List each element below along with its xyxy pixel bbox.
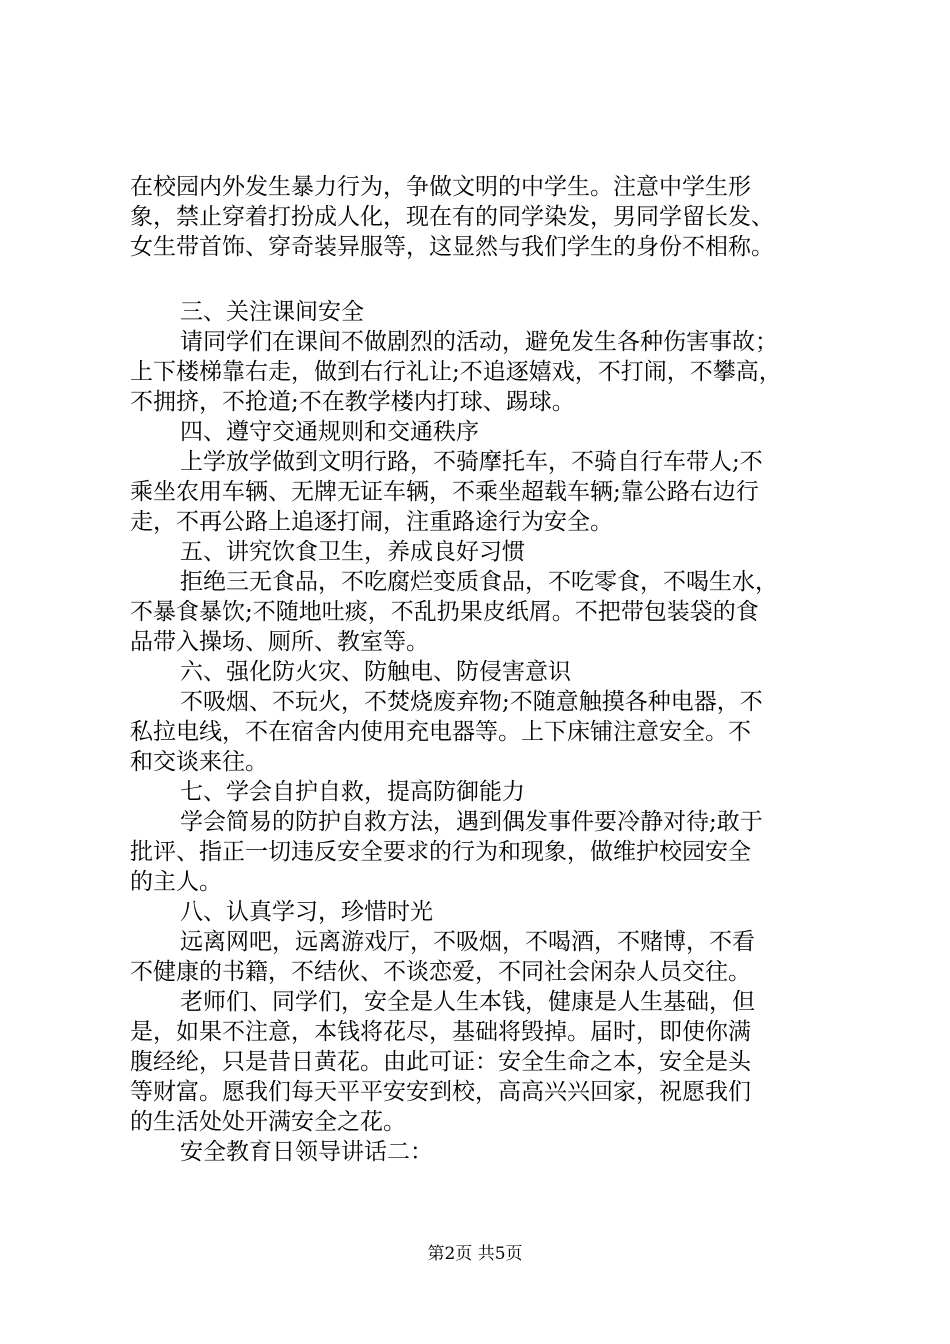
paragraph-line: 批评、指正一切违反安全要求的行为和现象，做维护校园安全	[130, 839, 751, 865]
paragraph-line: 上学放学做到文明行路，不骑摩托车，不骑自行车带人;不	[180, 449, 763, 475]
paragraph-line: 腹经纶，只是昔日黄花。由此可证：安全生命之本，安全是头	[130, 1049, 751, 1075]
paragraph-line: 私拉电线，不在宿舍内使用充电器等。上下床铺注意安全。不	[130, 719, 751, 745]
paragraph-line: 上下楼梯靠右走，做到右行礼让;不追逐嬉戏，不打闹，不攀高，	[130, 359, 782, 385]
paragraph-line: 等财富。愿我们每天平平安安到校，高高兴兴回家，祝愿我们	[130, 1079, 751, 1105]
paragraph-line: 拒绝三无食品，不吃腐烂变质食品，不吃零食，不喝生水，	[180, 569, 778, 595]
paragraph-line: 乘坐农用车辆、无牌无证车辆，不乘坐超载车辆;靠公路右边行	[130, 479, 759, 505]
paragraph-line: 老师们、同学们，安全是人生本钱，健康是人生基础，但	[180, 989, 755, 1015]
section-heading: 五、讲究饮食卫生，养成良好习惯	[180, 539, 525, 565]
paragraph-line: 的主人。	[130, 869, 222, 895]
document-body	[130, 172, 840, 1167]
section-heading: 六、强化防火灾、防触电、防侵害意识	[180, 659, 571, 685]
paragraph-line: 不健康的书籍，不结伙、不谈恋爱，不同社会闲杂人员交往。	[130, 959, 751, 985]
paragraph-line: 在校园内外发生暴力行为，争做文明的中学生。注意中学生形	[130, 174, 751, 200]
paragraph-line: 不暴食暴饮;不随地吐痰，不乱扔果皮纸屑。不把带包装袋的食	[130, 599, 759, 625]
paragraph-line: 象，禁止穿着打扮成人化，现在有的同学染发，男同学留长发、	[130, 204, 774, 230]
paragraph-line: 女生带首饰、穿奇装异服等，这显然与我们学生的身份不相称。	[130, 234, 774, 260]
section-heading: 三、关注课间安全	[180, 299, 364, 325]
paragraph-line: 走，不再公路上追逐打闹，注重路途行为安全。	[130, 509, 613, 535]
paragraph-line: 的生活处处开满安全之花。	[130, 1109, 406, 1135]
paragraph-line: 品带入操场、厕所、教室等。	[130, 629, 429, 655]
paragraph-gap	[130, 262, 840, 297]
section-heading: 安全教育日领导讲话二：	[180, 1139, 433, 1165]
paragraph-line: 远离网吧，远离游戏厅，不吸烟，不喝酒，不赌博，不看	[180, 929, 755, 955]
section-heading: 八、认真学习，珍惜时光	[180, 899, 433, 925]
paragraph-line: 是，如果不注意，本钱将花尽，基础将毁掉。届时，即使你满	[130, 1019, 751, 1045]
paragraph-line: 不拥挤，不抢道;不在教学楼内打球、踢球。	[130, 389, 575, 415]
paragraph-line: 学会简易的防护自救方法，遇到偶发事件要冷静对待;敢于	[180, 809, 763, 835]
paragraph-line: 和交谈来往。	[130, 749, 268, 775]
paragraph-line: 请同学们在课间不做剧烈的活动，避免发生各种伤害事故；	[180, 329, 778, 355]
section-heading: 七、学会自护自救，提高防御能力	[180, 779, 525, 805]
paragraph-line: 不吸烟、不玩火，不焚烧废弃物;不随意触摸各种电器，不	[180, 689, 763, 715]
section-heading: 四、遵守交通规则和交通秩序	[180, 419, 479, 445]
page-number-footer: 第2页 共5页	[427, 1244, 523, 1264]
